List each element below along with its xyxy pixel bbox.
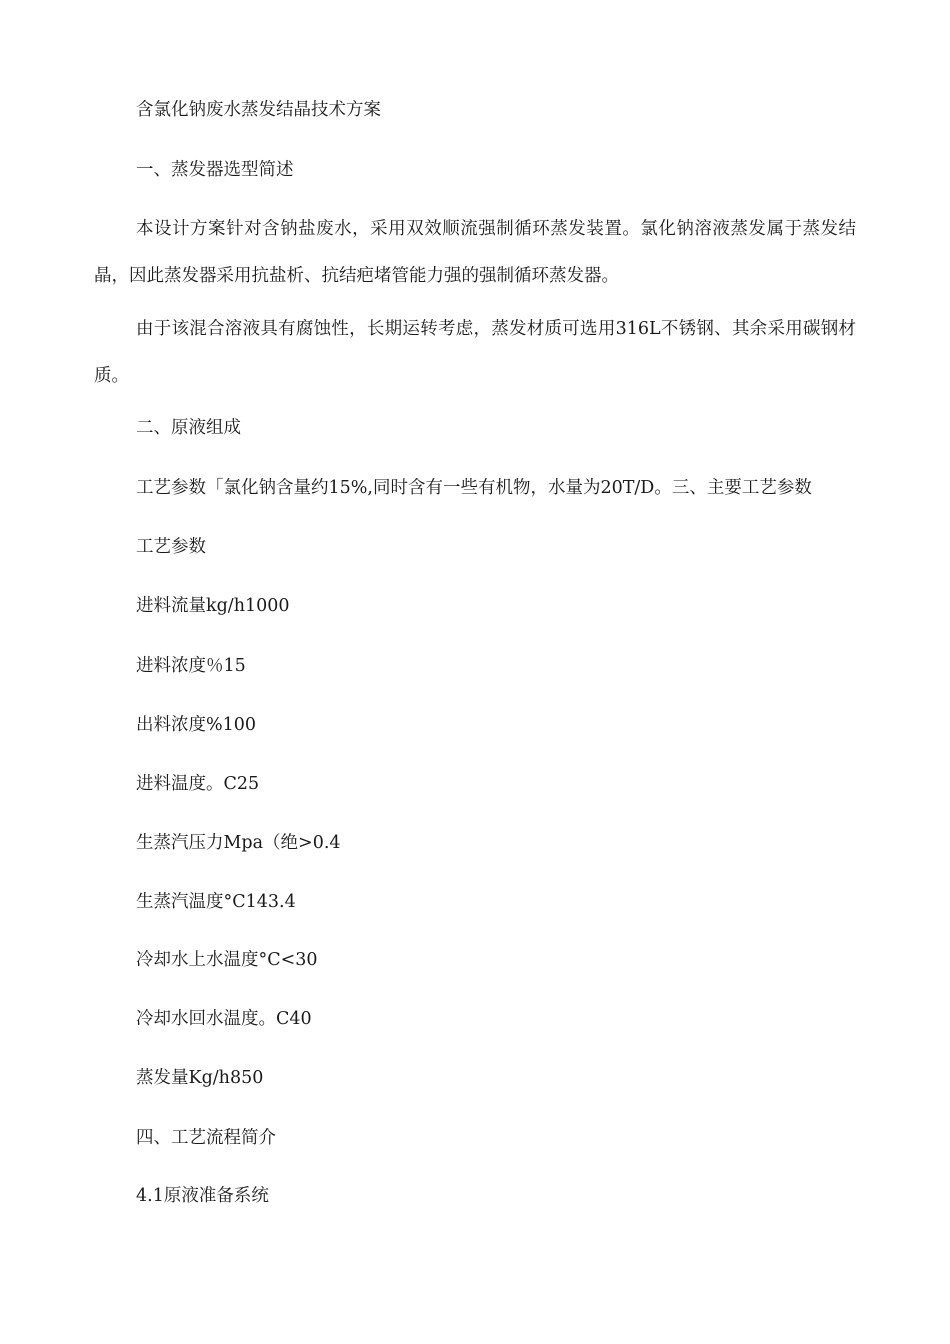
section-4-heading: 四、工艺流程简介 <box>136 1128 276 1148</box>
section-2-text: 工艺参数「氯化钠含量约15%,同时含有一些有机物，水量为20T/D。三、主要工艺参数 <box>136 478 812 498</box>
section-2-heading: 二、原液组成 <box>136 418 241 438</box>
param-line: 冷却水回水温度。C40 <box>136 1009 312 1029</box>
section-1-heading: 一、蒸发器选型简述 <box>136 160 294 180</box>
params-heading: 工艺参数 <box>136 537 206 557</box>
param-line: 蒸发量Kg/h850 <box>136 1068 264 1088</box>
document-title: 含氯化钠废水蒸发结晶技术方案 <box>136 100 381 120</box>
param-line: 进料浓度％15 <box>136 656 246 676</box>
param-line: 生蒸汽压力Mpa（绝>0.4 <box>136 833 341 853</box>
section-1-paragraph-1: 本设计方案针对含钠盐废水，采用双效顺流强制循环蒸发装置。氯化钠溶液蒸发属于蒸发结晶，因此蒸发器采用抗盐析、抗结疤堵管能力强的强制循环蒸发器。 <box>94 219 856 286</box>
param-line: 冷却水上水温度°C<30 <box>136 950 318 970</box>
subsection-4-1-heading: 4.1原液准备系统 <box>136 1186 269 1206</box>
param-line: 生蒸汽温度°C143.4 <box>136 892 296 912</box>
param-line: 出料浓度%100 <box>136 715 257 735</box>
section-1-paragraph-2: 由于该混合溶液具有腐蚀性，长期运转考虑，蒸发材质可选用316L不锈钢、其余采用碳钢材质。 <box>94 319 856 386</box>
param-line: 进料流量kg/h1000 <box>136 596 290 616</box>
param-line: 进料温度。C25 <box>136 774 260 794</box>
